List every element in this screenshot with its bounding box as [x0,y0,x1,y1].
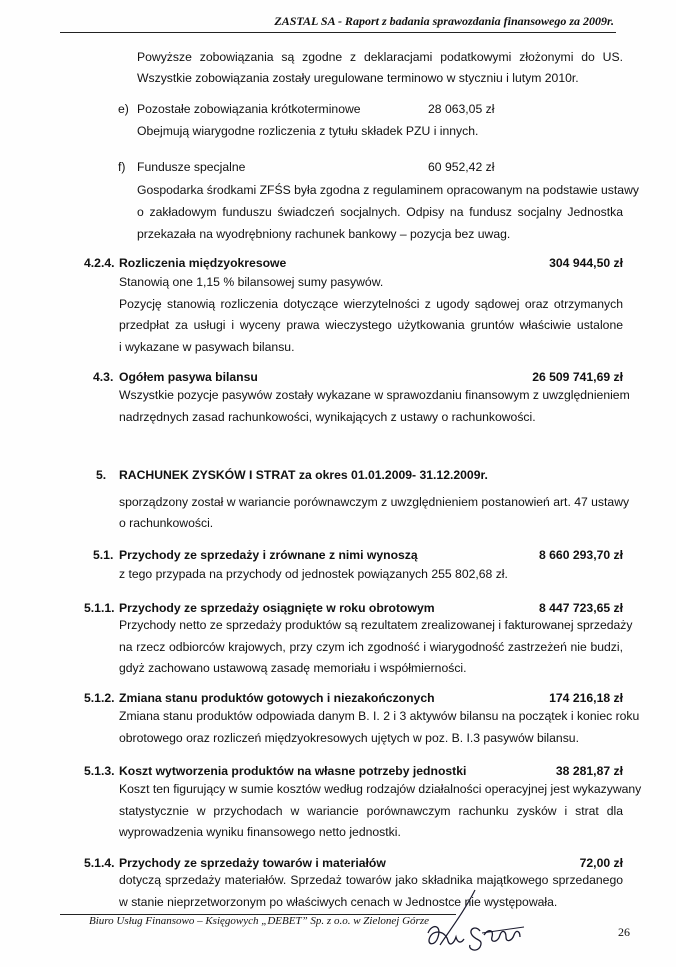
section-title: Zmiana stanu produktów gotowych i niezakończonych [119,691,435,705]
list-marker: f) [118,160,126,174]
section-title: Przychody ze sprzedaży i zrównane z nimi wynoszą [119,548,418,562]
paragraph-line: sporządzony został w wariancie porównawczym z uwzględnieniem postanowień art. 47 ustawy [119,495,630,509]
section-amount: 8 447 723,65 zł [538,601,623,615]
section-amount: 38 281,87 zł [555,764,623,778]
paragraph-line: Zmiana stanu produktów odpowiada danym B. I. 2 i 3 aktywów bilansu na początek i koniec roku [119,709,640,723]
section-number: 5.1.2. [84,691,115,705]
paragraph-line: z tego przypada na przychody od jednostek powiązanych 255 802,68 zł. [119,567,508,581]
paragraph-line: przekazała na wyodrębniony rachunek bankowy – pozycja bez uwag. [137,227,511,241]
section-amount: 8 660 293,70 zł [538,548,623,562]
paragraph-line: statystycznie w przychodach w wariancie porównawczym rachunku zysków i strat dla [119,804,623,818]
item-label: Pozostałe zobowiązania krótkoterminowe [137,102,361,116]
list-marker: e) [118,102,129,116]
paragraph-line: Wszystkie pozycje pasywów zostały wykazane w sprawozdaniu finansowym z uwzględnieniem [119,388,630,402]
section-number: 5.1.3. [84,764,115,778]
paragraph-line: Wszystkie zobowiązania zostały uregulowane terminowo w styczniu i lutym 2010r. [137,71,579,85]
paragraph-line: dotyczą sprzedaży materiałów. Sprzedaż towarów jako składnika majątkowego sprzedanego [119,873,623,887]
paragraph-line: i wykazane w pasywach bilansu. [119,340,295,354]
section-title: Rozliczenia międzyokresowe [119,256,287,270]
section-title: RACHUNEK ZYSKÓW I STRAT za okres 01.01.2009- 31.12.2009r. [119,468,488,482]
page-header: ZASTAL SA - Raport z badania sprawozdania finansowego za 2009r. [274,14,614,28]
paragraph-line: obrotowego oraz rozliczeń międzyokresowych ujętych w poz. B. I.3 pasywów bilansu. [119,731,579,745]
section-amount: 26 509 741,69 zł [532,370,623,384]
section-title: Koszt wytworzenia produktów na własne potrzeby jednostki [119,764,467,778]
paragraph-line: gdyż zachowano ustawową zasadę memoriału i współmierności. [119,661,467,675]
paragraph-line: o zakładowym funduszu świadczeń socjalnych. Odpisy na fundusz socjalny Jednostka [137,205,623,219]
paragraph-line: na rzecz odbiorców krajowych, przy czym ich zgodność i wiarygodność zastrzeżeń nie budzi, [119,640,623,654]
section-title: Ogółem pasywa bilansu [119,370,258,384]
header-rule [60,32,616,33]
signature-icon [420,885,560,960]
item-amount: 28 063,05 zł [428,102,495,116]
item-amount: 60 952,42 zł [428,160,495,174]
section-number: 4.2.4. [84,256,115,270]
section-number: 5.1.4. [84,856,115,870]
section-number: 5.1. [93,548,114,562]
paragraph-line: w stanie nieprzetworzonym po właściwych cenach w Jednostce nie występowała. [119,895,558,909]
paragraph-line: Przychody netto ze sprzedaży produktów są rezultatem zrealizowanej i fakturowanej sprzedaży [119,618,633,632]
section-amount: 304 944,50 zł [549,256,623,270]
section-number: 5. [96,468,107,482]
item-label: Fundusze specjalne [137,160,246,174]
paragraph-line: przedpłat za usługi i wyceny prawa wieczystego użytkowania gruntów właściwie ustalone [119,318,623,332]
paragraph-line: nadrzędnych zasad rachunkowości, wynikających z ustawy o rachunkowości. [119,410,536,424]
section-title: Przychody ze sprzedaży towarów i materiałów [119,856,386,870]
paragraph-line: Gospodarka środkami ZFŚS była zgodna z regulaminem opracowanym na podstawie ustawy [137,183,639,197]
paragraph-line: Stanowią one 1,15 % bilansowej sumy pasywów. [119,275,384,289]
section-amount: 174 216,18 zł [549,691,623,705]
paragraph-line: Koszt ten figurujący w sumie kosztów według rodzajów działalności operacyjnej jest wykazywany [119,782,642,796]
section-number: 4.3. [93,370,114,384]
footer-text: Biuro Usług Finansowo – Księgowych „DEBET” Sp. z o.o. w Zielonej Górze [89,915,429,927]
section-number: 5.1.1. [84,601,115,615]
paragraph-line: o rachunkowości. [119,516,214,530]
paragraph-line: Powyższe zobowiązania są zgodne z deklaracjami podatkowymi złożonymi do US. [137,50,623,64]
section-title: Przychody ze sprzedaży osiągnięte w roku obrotowym [119,601,435,615]
section-amount: 72,00 zł [579,856,623,870]
page-number: 26 [618,925,630,939]
paragraph-line: Pozycję stanowią rozliczenia dotyczące wierzytelności z ugody sądowej oraz otrzymanych [119,297,623,311]
item-description: Obejmują wiarygodne rozliczenia z tytułu składek PZU i innych. [137,124,479,138]
paragraph-line: wyprowadzenia wyniku finansowego netto jednostki. [119,825,401,839]
